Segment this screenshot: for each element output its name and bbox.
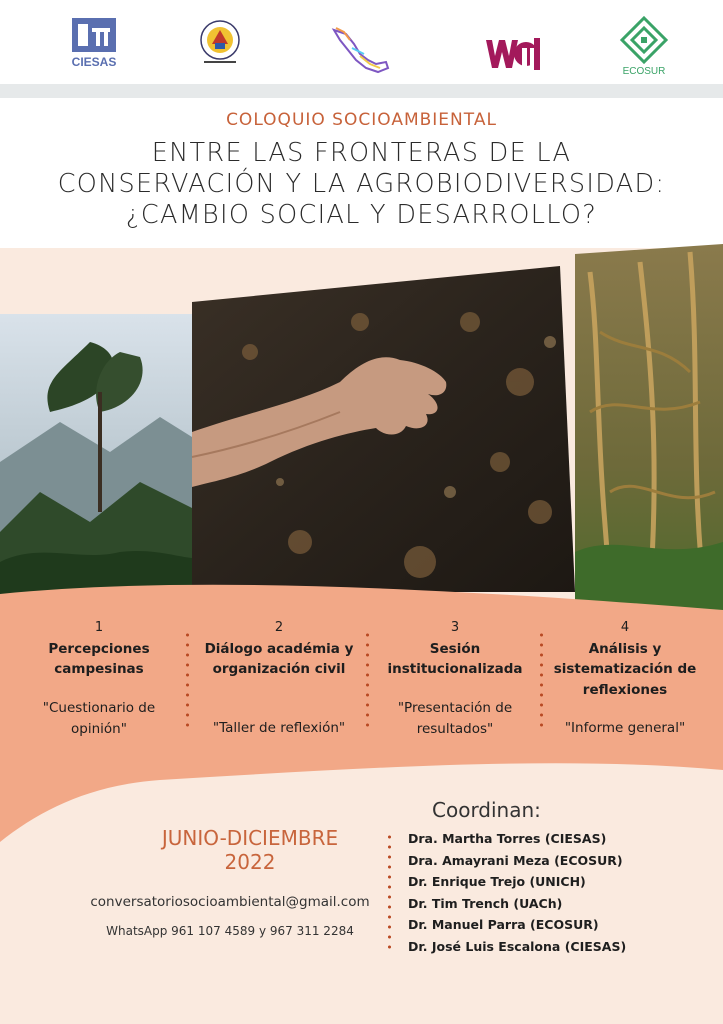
coordinator-item: Dr. Manuel Parra (ECOSUR)	[408, 917, 599, 933]
stage-output: "Informe general"	[564, 720, 686, 736]
event-title-line-3: ¿CAMBIO SOCIAL Y DESARROLLO?	[125, 200, 598, 230]
svg-text:CIESAS: CIESAS	[72, 55, 116, 69]
ecosur-logo	[618, 16, 670, 76]
stage-3	[370, 618, 540, 737]
coordinators-list	[408, 828, 626, 958]
logo-bar	[0, 0, 723, 84]
header-divider-strip	[0, 84, 723, 98]
unach-seal-logo	[196, 18, 244, 66]
coordinator-item: Dra. Amayrani Meza (ECOSUR)	[408, 852, 623, 868]
coordinator-item: Dr. José Luis Escalona (CIESAS)	[408, 938, 627, 954]
stage-name: Análisis y sistematización de reflexiones	[553, 640, 697, 698]
stage-name: Diálogo académia y organización civil	[204, 640, 354, 677]
event-dates-year: 2022	[224, 850, 276, 874]
coordinators-title: Coordinan:	[432, 798, 541, 822]
stage-divider	[186, 630, 189, 730]
event-title	[0, 138, 723, 231]
event-kicker: COLOQUIO SOCIOAMBIENTAL	[226, 110, 497, 130]
mexico-map-logo	[330, 24, 392, 76]
coordinator-item: Dra. Martha Torres (CIESAS)	[408, 831, 607, 846]
stage-4	[540, 618, 710, 736]
stage-number: 1	[94, 620, 104, 635]
stage-number: 4	[620, 620, 630, 635]
stage-name: Percepciones campesinas	[48, 640, 150, 677]
stage-1	[14, 618, 184, 737]
stage-output: "Presentación de resultados"	[397, 700, 513, 737]
coordinators-divider	[388, 832, 391, 950]
svg-text:ECOSUR: ECOSUR	[622, 66, 666, 76]
corn-photo	[575, 244, 723, 612]
forest-photo	[0, 314, 200, 612]
event-title-line-2: CONSERVACIÓN Y LA AGROBIODIVERSIDAD:	[57, 169, 666, 199]
event-dates	[140, 826, 360, 874]
contact-whatsapp: WhatsApp 961 107 4589 y 967 311 2284	[106, 924, 354, 938]
event-dates-months: JUNIO-DICIEMBRE	[161, 826, 339, 850]
wiri-logo	[484, 32, 542, 76]
coordinator-item: Dr. Enrique Trejo (UNICH)	[408, 874, 586, 890]
stage-number: 3	[450, 620, 460, 635]
coordinator-item: Dr. Tim Trench (UACh)	[408, 895, 563, 911]
stage-name: Sesión institucionalizada	[387, 640, 523, 677]
title-block	[0, 98, 723, 248]
soil-hand-photo	[192, 266, 575, 592]
photo-band	[0, 232, 723, 612]
contact-email: conversatoriosocioambiental@gmail.com	[90, 894, 370, 910]
stage-2	[194, 618, 364, 736]
ciesas-logo	[72, 18, 116, 70]
stage-output: "Cuestionario de opinión"	[42, 700, 156, 737]
stage-divider	[366, 630, 369, 730]
stage-number: 2	[274, 620, 284, 635]
stage-output: "Taller de reflexión"	[212, 720, 346, 736]
event-title-line-1: ENTRE LAS FRONTERAS DE LA	[151, 138, 572, 168]
